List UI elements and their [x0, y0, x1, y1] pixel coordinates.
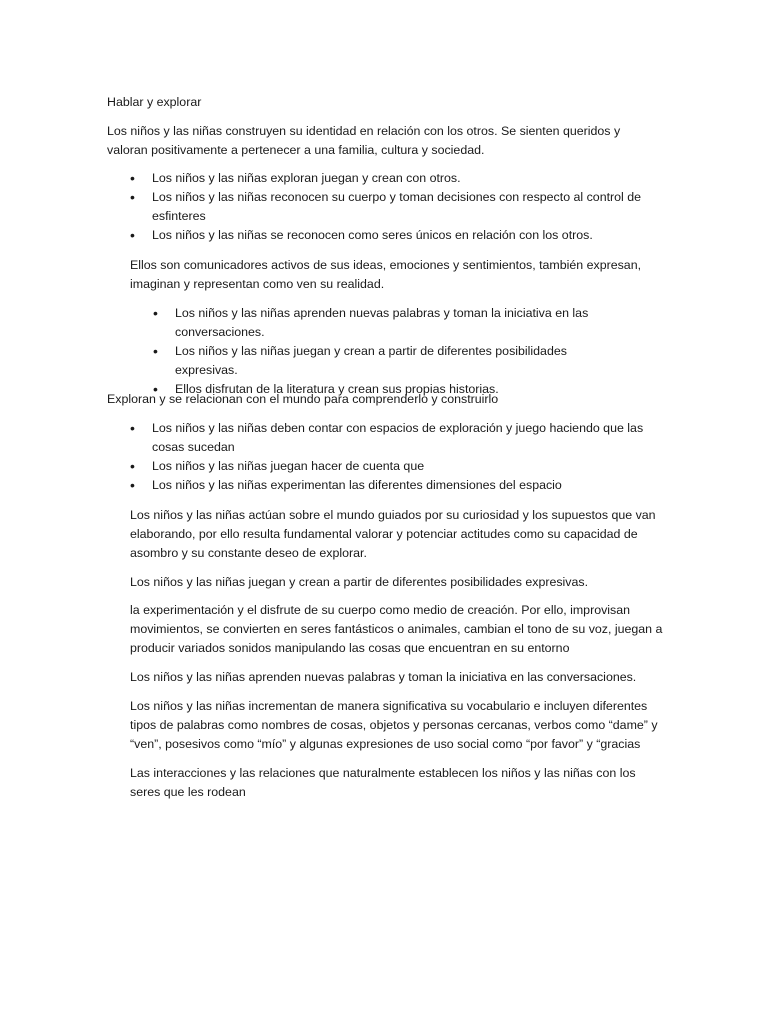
- bullet-list-3: [130, 419, 650, 495]
- list-item: • Los niños y las niñas se reconocen como seres únicos en relación con los otros.: [130, 226, 650, 245]
- paragraph: Las interacciones y las relaciones que naturalmente establecen los niños y las niñas con los seres que les rodean: [130, 766, 636, 799]
- bullet-list-1: [130, 169, 650, 245]
- paragraph: Los niños y las niñas juegan y crean a partir de diferentes posibilidades expresivas.: [130, 575, 589, 589]
- list-item: • Los niños y las niñas aprenden nuevas palabras y toman la iniciativa en las conversaciones.: [153, 304, 633, 342]
- list-item: • Los niños y las niñas deben contar con espacios de exploración y juego haciendo que las cosas sucedan: [130, 419, 650, 457]
- list-item: • Ellos disfrutan de la literatura y crean sus propias historias.: [153, 380, 633, 399]
- bullet-list-2: [153, 304, 633, 399]
- list-item: • Los niños y las niñas experimentan las diferentes dimensiones del espacio: [130, 476, 650, 495]
- list-item: • Los niños y las niñas reconocen su cuerpo y toman decisiones con respecto al control de esfinteres: [130, 188, 650, 226]
- intro-paragraph: Los niños y las niñas construyen su identidad en relación con los otros. Se sienten queridos y valoran positivamente a pertenecer a una familia, cultura y sociedad.: [107, 124, 621, 157]
- section2-heading: Exploran y se relacionan con el mundo para comprenderlo y construirlo: [107, 392, 499, 406]
- list-item: • Los niños y las niñas juegan y crean a partir de diferentes posibilidades expresivas.: [153, 342, 633, 380]
- list-item: • Los niños y las niñas exploran juegan y crean con otros.: [130, 169, 650, 188]
- communicators-paragraph: Ellos son comunicadores activos de sus ideas, emociones y sentimientos, también expresan, imaginan y representan como ven su realidad.: [130, 258, 642, 291]
- paragraph: Los niños y las niñas aprenden nuevas palabras y toman la iniciativa en las conversaciones.: [130, 670, 637, 684]
- paragraph: Los niños y las niñas incrementan de manera significativa su vocabulario e incluyen diferentes tipos de palabras como nombres de cosas, objetos y personas cercanas, verbos como “dame” y “ven”, posesivos como “mío” y algunas expresiones de uso social como “por favor” y “gracias: [130, 699, 658, 751]
- paragraph: la experimentación y el disfrute de su cuerpo como medio de creación. Por ello, improvisan movimientos, se convierten en seres fantásticos o animales, cambian el tono de su voz, juegan a producir variados sonidos manipulando las cosas que encuentran en su entorno: [130, 603, 663, 655]
- list-item: • Los niños y las niñas juegan hacer de cuenta que: [130, 457, 650, 476]
- heading: Hablar y explorar: [107, 95, 202, 109]
- paragraph: Los niños y las niñas actúan sobre el mundo guiados por su curiosidad y los supuestos que van elaborando, por ello resulta fundamental valorar y potenciar actitudes como su capacidad de asombro y su constante deseo de explorar.: [130, 508, 656, 560]
